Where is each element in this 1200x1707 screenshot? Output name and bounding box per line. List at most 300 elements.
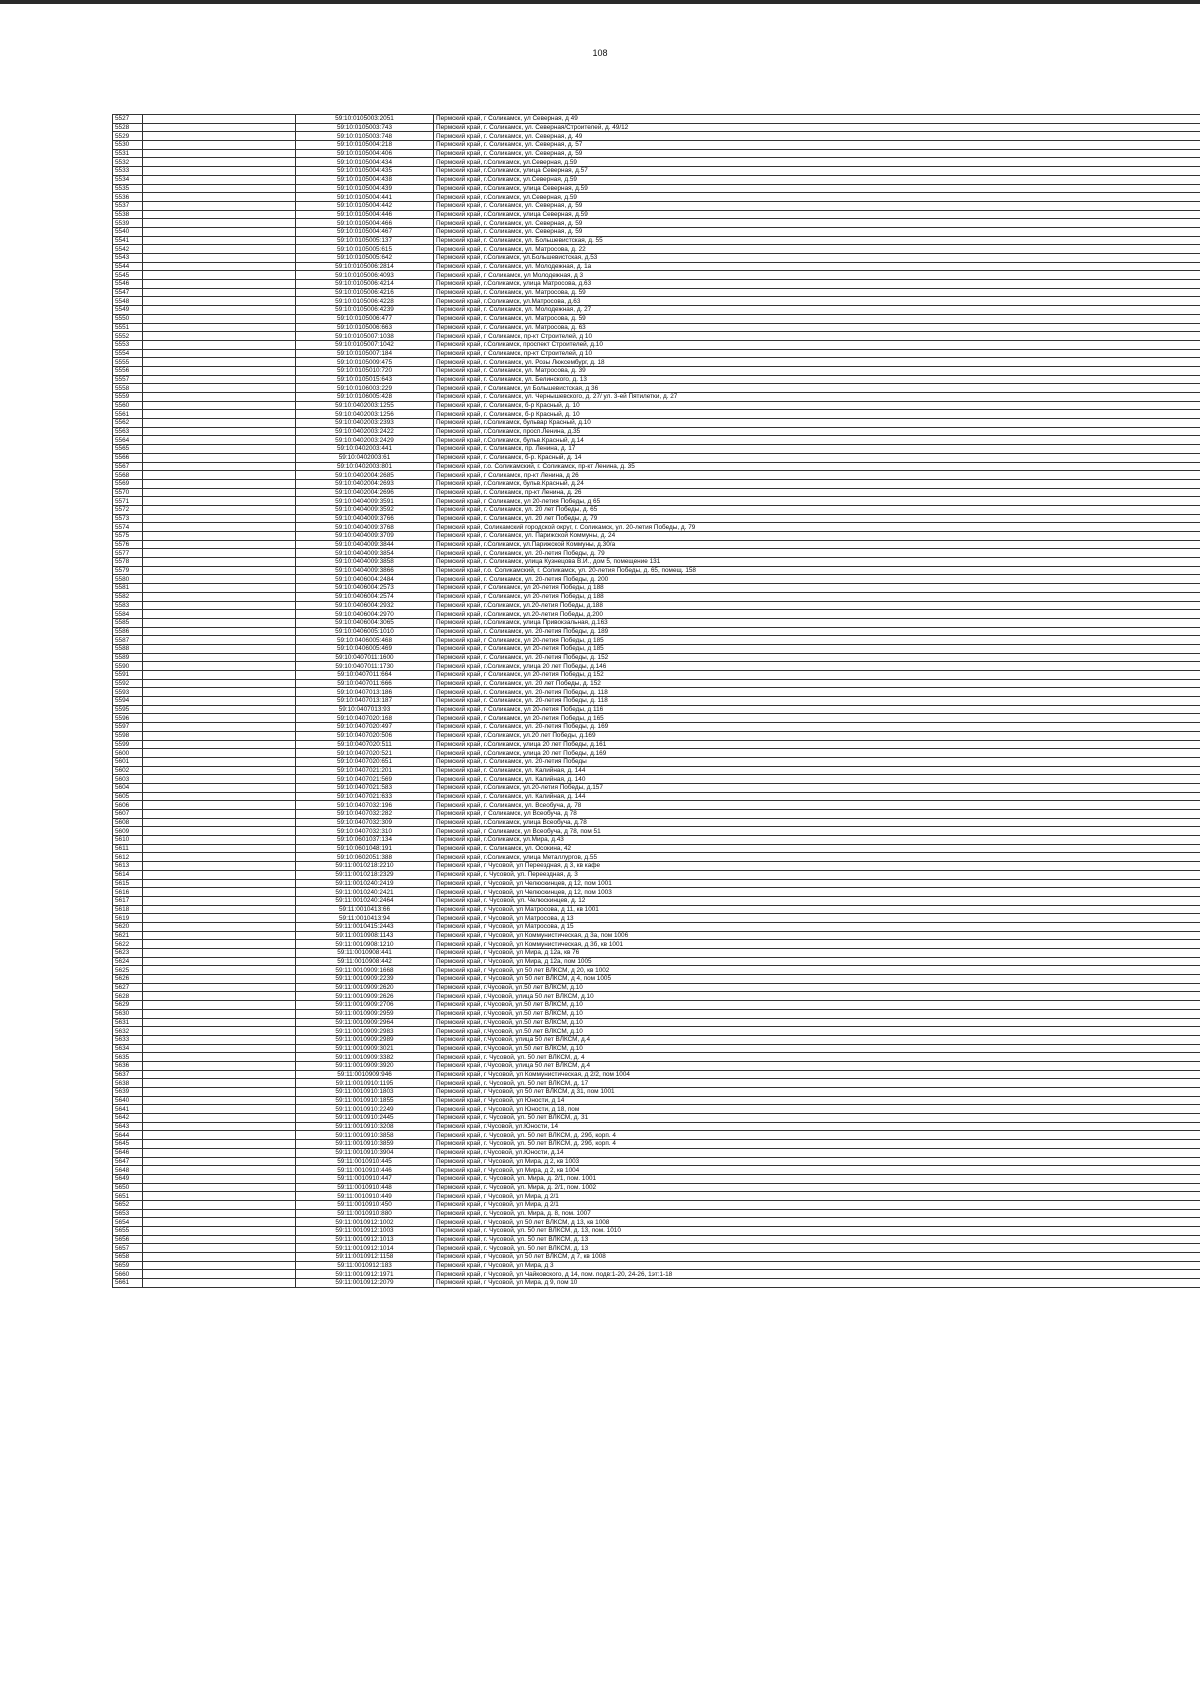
row-number-cell: 5552	[113, 332, 143, 341]
empty-cell	[143, 158, 296, 167]
row-number-cell: 5622	[113, 940, 143, 949]
empty-cell	[143, 584, 296, 593]
address-cell: Пермский край, г. Соликамск, ул. Розы Люксембург, д. 18	[434, 358, 1200, 367]
address-cell: Пермский край, г Чусовой, ул Челюскинцев, д 12, пом 1001	[434, 879, 1200, 888]
empty-cell	[143, 896, 296, 905]
empty-cell	[143, 671, 296, 680]
table-row	[113, 740, 1200, 749]
row-number-cell: 5617	[113, 896, 143, 905]
table-row	[113, 949, 1200, 958]
table-row	[113, 340, 1200, 349]
empty-cell	[143, 627, 296, 636]
row-number-cell: 5581	[113, 584, 143, 593]
table-row	[113, 957, 1200, 966]
table-row	[113, 540, 1200, 549]
cadastral-number-cell: 59:10:0105005:137	[296, 236, 434, 245]
cadastral-number-cell: 59:10:0105004:439	[296, 184, 434, 193]
row-number-cell: 5628	[113, 992, 143, 1001]
empty-cell	[143, 775, 296, 784]
table-row	[113, 558, 1200, 567]
address-cell: Пермский край, г Чусовой, ул Мира, д 12а, пом 1005	[434, 957, 1200, 966]
cadastral-number-cell: 59:11:0010912:2079	[296, 1279, 434, 1288]
row-number-cell: 5544	[113, 262, 143, 271]
table-row	[113, 922, 1200, 931]
table-row	[113, 1009, 1200, 1018]
empty-cell	[143, 1061, 296, 1070]
empty-cell	[143, 1122, 296, 1131]
table-row	[113, 1096, 1200, 1105]
row-number-cell: 5560	[113, 401, 143, 410]
row-number-cell: 5611	[113, 844, 143, 853]
empty-cell	[143, 184, 296, 193]
table-row	[113, 1157, 1200, 1166]
cadastral-number-cell: 59:11:0010910:3858	[296, 1131, 434, 1140]
cadastral-number-cell: 59:10:0402004:2696	[296, 488, 434, 497]
row-number-cell: 5635	[113, 1053, 143, 1062]
table-row	[113, 236, 1200, 245]
address-cell: Пермский край, г. Соликамск, ул. 20-летия Победы, д. 118	[434, 697, 1200, 706]
table-row	[113, 1035, 1200, 1044]
row-number-cell: 5606	[113, 801, 143, 810]
address-cell: Пермский край, г. Соликамск, ул. Парижской Коммуны, д. 24	[434, 532, 1200, 541]
row-number-cell: 5538	[113, 210, 143, 219]
row-number-cell: 5612	[113, 853, 143, 862]
table-row	[113, 1027, 1200, 1036]
address-cell: Пермский край, г.Соликамск, ул.20-летия Победы, д.188	[434, 601, 1200, 610]
address-cell: Пермский край, г Чусовой, ул Коммунистическая, д 3б, кв 1001	[434, 940, 1200, 949]
row-number-cell: 5630	[113, 1009, 143, 1018]
table-row	[113, 1166, 1200, 1175]
table-row	[113, 549, 1200, 558]
table-row	[113, 1218, 1200, 1227]
empty-cell	[143, 1140, 296, 1149]
empty-cell	[143, 558, 296, 567]
empty-cell	[143, 410, 296, 419]
empty-cell	[143, 1079, 296, 1088]
cadastral-number-cell: 59:10:0105006:4239	[296, 306, 434, 315]
empty-cell	[143, 592, 296, 601]
empty-cell	[143, 280, 296, 289]
cadastral-number-cell: 59:11:0010910:446	[296, 1166, 434, 1175]
row-number-cell: 5582	[113, 592, 143, 601]
row-number-cell: 5554	[113, 349, 143, 358]
address-cell: Пермский край, г.Соликамск, проспект Строителей, д.10	[434, 340, 1200, 349]
table-row	[113, 966, 1200, 975]
cadastral-number-cell: 59:10:0406004:2932	[296, 601, 434, 610]
table-row	[113, 671, 1200, 680]
table-row	[113, 749, 1200, 758]
cadastral-number-cell: 59:10:0106003:229	[296, 384, 434, 393]
row-number-cell: 5570	[113, 488, 143, 497]
row-number-cell: 5539	[113, 219, 143, 228]
empty-cell	[143, 523, 296, 532]
cadastral-number-cell: 59:11:0010909:3920	[296, 1061, 434, 1070]
empty-cell	[143, 514, 296, 523]
row-number-cell: 5586	[113, 627, 143, 636]
property-table-body	[113, 115, 1200, 1288]
address-cell: Пермский край, г Чусовой, ул Коммунистическая, д 3а, пом 1006	[434, 931, 1200, 940]
cadastral-number-cell: 59:11:0010908:442	[296, 957, 434, 966]
cadastral-number-cell: 59:10:0404009:3709	[296, 532, 434, 541]
empty-cell	[143, 992, 296, 1001]
empty-cell	[143, 1027, 296, 1036]
empty-cell	[143, 1183, 296, 1192]
row-number-cell: 5600	[113, 749, 143, 758]
address-cell: Пермский край, г.Соликамск, улица Северная, д.59	[434, 210, 1200, 219]
table-row	[113, 523, 1200, 532]
empty-cell	[143, 375, 296, 384]
row-number-cell: 5615	[113, 879, 143, 888]
address-cell: Пермский край, г. Соликамск, ул. Всеобуча, д. 78	[434, 801, 1200, 810]
row-number-cell: 5652	[113, 1200, 143, 1209]
cadastral-number-cell: 59:10:0105006:2814	[296, 262, 434, 271]
row-number-cell: 5657	[113, 1244, 143, 1253]
row-number-cell: 5528	[113, 123, 143, 132]
address-cell: Пермский край, г. Чусовой, ул. Мира, д. 2/1, пом. 1002	[434, 1183, 1200, 1192]
empty-cell	[143, 644, 296, 653]
row-number-cell: 5553	[113, 340, 143, 349]
address-cell: Пермский край, г. Чусовой, ул. Переездная, д. 3	[434, 870, 1200, 879]
row-number-cell: 5555	[113, 358, 143, 367]
address-cell: Пермский край, г Соликамск, ул 20-летия Победы, д 188	[434, 592, 1200, 601]
empty-cell	[143, 575, 296, 584]
row-number-cell: 5640	[113, 1096, 143, 1105]
address-cell: Пермский край, г.Чусовой, ул.50 лет ВЛКСМ, д.10	[434, 1018, 1200, 1027]
address-cell: Пермский край, г Чусовой, ул Матросова, д 11, кв 1001	[434, 905, 1200, 914]
table-row	[113, 618, 1200, 627]
cadastral-number-cell: 59:10:0407021:569	[296, 775, 434, 784]
address-cell: Пермский край, г.Соликамск, улица 20 лет Победы, д.146	[434, 662, 1200, 671]
empty-cell	[143, 271, 296, 280]
address-cell: Пермский край, г. Чусовой, ул. 50 лет ВЛКСМ, д. 29б, корп. 4	[434, 1131, 1200, 1140]
row-number-cell: 5644	[113, 1131, 143, 1140]
table-row	[113, 254, 1200, 263]
table-row	[113, 393, 1200, 402]
row-number-cell: 5660	[113, 1270, 143, 1279]
cadastral-number-cell: 59:10:0404009:3766	[296, 514, 434, 523]
address-cell: Пермский край, г. Соликамск, ул. Северная, д. 59	[434, 149, 1200, 158]
address-cell: Пермский край, г. Соликамск, ул. 20 лет Победы, д. 79	[434, 514, 1200, 523]
cadastral-number-cell: 59:11:0010910:3208	[296, 1122, 434, 1131]
row-number-cell: 5568	[113, 471, 143, 480]
cadastral-number-cell: 59:10:0105006:4216	[296, 288, 434, 297]
empty-cell	[143, 792, 296, 801]
cadastral-number-cell: 59:10:0602051:388	[296, 853, 434, 862]
row-number-cell: 5533	[113, 167, 143, 176]
cadastral-number-cell: 59:10:0407032:309	[296, 818, 434, 827]
row-number-cell: 5646	[113, 1148, 143, 1157]
address-cell: Пермский край, г Чусовой, ул 50 лет ВЛКСМ, д 4, пом 1005	[434, 975, 1200, 984]
table-row	[113, 766, 1200, 775]
row-number-cell: 5650	[113, 1183, 143, 1192]
table-row	[113, 141, 1200, 150]
cadastral-number-cell: 59:10:0404009:3591	[296, 497, 434, 506]
cadastral-number-cell: 59:11:0010218:2329	[296, 870, 434, 879]
address-cell: Пермский край, г Чусовой, ул 50 лет ВЛКСМ, д 31, пом 1001	[434, 1088, 1200, 1097]
empty-cell	[143, 601, 296, 610]
table-row	[113, 175, 1200, 184]
empty-cell	[143, 1114, 296, 1123]
cadastral-number-cell: 59:11:0010908:441	[296, 949, 434, 958]
empty-cell	[143, 306, 296, 315]
address-cell: Пермский край, г.Чусовой, улица 50 лет ВЛКСМ, д.4	[434, 1035, 1200, 1044]
empty-cell	[143, 141, 296, 150]
table-row	[113, 975, 1200, 984]
row-number-cell: 5579	[113, 566, 143, 575]
cadastral-number-cell: 59:10:0402004:2693	[296, 479, 434, 488]
address-cell: Пермский край, г Соликамск, ул Всеобуча, д 78	[434, 810, 1200, 819]
empty-cell	[143, 462, 296, 471]
address-cell: Пермский край, г. Соликамск, ул. Калийная, д. 144	[434, 792, 1200, 801]
table-row	[113, 201, 1200, 210]
empty-cell	[143, 115, 296, 124]
cadastral-number-cell: 59:11:0010912:1158	[296, 1253, 434, 1262]
address-cell: Пермский край, г. Чусовой, ул. 50 лет ВЛКСМ, д. 17	[434, 1079, 1200, 1088]
table-row	[113, 514, 1200, 523]
table-row	[113, 505, 1200, 514]
empty-cell	[143, 1035, 296, 1044]
row-number-cell: 5608	[113, 818, 143, 827]
table-row	[113, 1244, 1200, 1253]
address-cell: Пермский край, г. Соликамск, ул. Большевистская, д. 55	[434, 236, 1200, 245]
empty-cell	[143, 975, 296, 984]
table-row	[113, 731, 1200, 740]
table-row	[113, 992, 1200, 1001]
cadastral-number-cell: 59:11:0010910:2249	[296, 1105, 434, 1114]
empty-cell	[143, 210, 296, 219]
row-number-cell: 5567	[113, 462, 143, 471]
empty-cell	[143, 810, 296, 819]
address-cell: Пермский край, г Соликамск, пр-кт Строителей, д 10	[434, 332, 1200, 341]
empty-cell	[143, 697, 296, 706]
cadastral-number-cell: 59:10:0402004:2685	[296, 471, 434, 480]
empty-cell	[143, 662, 296, 671]
table-row	[113, 888, 1200, 897]
empty-cell	[143, 1070, 296, 1079]
address-cell: Пермский край, г Соликамск, ул Большевистская, д 36	[434, 384, 1200, 393]
cadastral-number-cell: 59:10:0404009:3858	[296, 558, 434, 567]
empty-cell	[143, 193, 296, 202]
empty-cell	[143, 401, 296, 410]
cadastral-number-cell: 59:10:0106005:428	[296, 393, 434, 402]
table-row	[113, 401, 1200, 410]
table-row	[113, 1235, 1200, 1244]
table-row	[113, 384, 1200, 393]
row-number-cell: 5531	[113, 149, 143, 158]
cadastral-number-cell: 59:10:0105003:743	[296, 123, 434, 132]
cadastral-number-cell: 59:10:0105009:475	[296, 358, 434, 367]
empty-cell	[143, 931, 296, 940]
address-cell: Пермский край, г. Соликамск, ул. Северная, д. 59	[434, 201, 1200, 210]
address-cell: Пермский край, г. Соликамск, ул. Северная, д. 49	[434, 132, 1200, 141]
table-row	[113, 1061, 1200, 1070]
cadastral-number-cell: 59:11:0010909:2239	[296, 975, 434, 984]
row-number-cell: 5529	[113, 132, 143, 141]
empty-cell	[143, 749, 296, 758]
table-row	[113, 149, 1200, 158]
empty-cell	[143, 827, 296, 836]
address-cell: Пермский край, г Чусовой, ул 50 лет ВЛКСМ, д 20, кв 1002	[434, 966, 1200, 975]
address-cell: Пермский край, г Чусовой, ул Юности, д 18, пом	[434, 1105, 1200, 1114]
table-row	[113, 1070, 1200, 1079]
address-cell: Пермский край, г. Чусовой, ул. Мира, д. 2/1, пом. 1001	[434, 1174, 1200, 1183]
row-number-cell: 5643	[113, 1122, 143, 1131]
empty-cell	[143, 836, 296, 845]
row-number-cell: 5573	[113, 514, 143, 523]
row-number-cell: 5653	[113, 1209, 143, 1218]
cadastral-number-cell: 59:10:0407020:521	[296, 749, 434, 758]
address-cell: Пермский край, г. Соликамск, ул. Северная, д. 59	[434, 227, 1200, 236]
cadastral-number-cell: 59:11:0010240:2464	[296, 896, 434, 905]
empty-cell	[143, 358, 296, 367]
row-number-cell: 5590	[113, 662, 143, 671]
empty-cell	[143, 1018, 296, 1027]
cadastral-number-cell: 59:10:0406005:468	[296, 636, 434, 645]
table-row	[113, 115, 1200, 124]
cadastral-number-cell: 59:11:0010910:449	[296, 1192, 434, 1201]
cadastral-number-cell: 59:10:0406004:2484	[296, 575, 434, 584]
empty-cell	[143, 1209, 296, 1218]
cadastral-number-cell: 59:11:0010912:1971	[296, 1270, 434, 1279]
address-cell: Пермский край, г.Чусовой, улица 50 лет ВЛКСМ, д.10	[434, 992, 1200, 1001]
cadastral-number-cell: 59:10:0407013:93	[296, 705, 434, 714]
cadastral-number-cell: 59:11:0010909:3021	[296, 1044, 434, 1053]
cadastral-number-cell: 59:10:0406004:2970	[296, 610, 434, 619]
row-number-cell: 5623	[113, 949, 143, 958]
address-cell: Пермский край, г Чусовой, ул Мира, д 2, кв 1003	[434, 1157, 1200, 1166]
address-cell: Пермский край, г.Чусовой, ул.50 лет ВЛКСМ, д.10	[434, 1027, 1200, 1036]
row-number-cell: 5641	[113, 1105, 143, 1114]
row-number-cell: 5637	[113, 1070, 143, 1079]
empty-cell	[143, 966, 296, 975]
address-cell: Пермский край, г.Соликамск, ул.Северная, д.59	[434, 193, 1200, 202]
table-row	[113, 366, 1200, 375]
address-cell: Пермский край, г Соликамск, ул 20-летия Победы, д 185	[434, 644, 1200, 653]
cadastral-number-cell: 59:11:0010909:2964	[296, 1018, 434, 1027]
cadastral-number-cell: 59:11:0010909:2959	[296, 1009, 434, 1018]
table-row	[113, 636, 1200, 645]
empty-cell	[143, 419, 296, 428]
address-cell: Пермский край, г.Соликамск, ул.Парижской Коммуны, д.30/а	[434, 540, 1200, 549]
cadastral-number-cell: 59:10:0404009:3768	[296, 523, 434, 532]
empty-cell	[143, 314, 296, 323]
address-cell: Пермский край, г Чусовой, ул Юности, д 14	[434, 1096, 1200, 1105]
address-cell: Пермский край, г Чусовой, ул Мира, д 3	[434, 1261, 1200, 1270]
table-row	[113, 757, 1200, 766]
row-number-cell: 5541	[113, 236, 143, 245]
cadastral-number-cell: 59:11:0010910:445	[296, 1157, 434, 1166]
cadastral-number-cell: 59:11:0010218:2210	[296, 862, 434, 871]
empty-cell	[143, 1001, 296, 1010]
cadastral-number-cell: 59:10:0105007:1042	[296, 340, 434, 349]
empty-cell	[143, 853, 296, 862]
address-cell: Пермский край, г. Чусовой, ул. 50 лет ВЛКСМ, д. 31	[434, 1114, 1200, 1123]
row-number-cell: 5543	[113, 254, 143, 263]
empty-cell	[143, 688, 296, 697]
address-cell: Пермский край, г. Соликамск, ул. 20-летия Победы, д. 79	[434, 549, 1200, 558]
address-cell: Пермский край, г. Соликамск, ул. 20-летия Победы, д. 152	[434, 653, 1200, 662]
cadastral-number-cell: 59:11:0010908:1143	[296, 931, 434, 940]
row-number-cell: 5604	[113, 783, 143, 792]
empty-cell	[143, 497, 296, 506]
cadastral-number-cell: 59:10:0406004:2573	[296, 584, 434, 593]
cadastral-number-cell: 59:10:0407013:187	[296, 697, 434, 706]
table-row	[113, 940, 1200, 949]
address-cell: Пермский край, г. Соликамск, ул. Матросова, д. 39	[434, 366, 1200, 375]
cadastral-number-cell: 59:10:0407020:497	[296, 723, 434, 732]
address-cell: Пермский край, г. Соликамск, ул. Чернышевского, д. 27/ ул. 3-ей Пятилетки, д. 27	[434, 393, 1200, 402]
empty-cell	[143, 236, 296, 245]
row-number-cell: 5585	[113, 618, 143, 627]
empty-cell	[143, 149, 296, 158]
empty-cell	[143, 1244, 296, 1253]
cadastral-number-cell: 59:10:0601048:191	[296, 844, 434, 853]
cadastral-number-cell: 59:10:0407011:1600	[296, 653, 434, 662]
cadastral-number-cell: 59:10:0407021:201	[296, 766, 434, 775]
address-cell: Пермский край, г.Соликамск, просп.Ленина, д.35	[434, 427, 1200, 436]
cadastral-number-cell: 59:10:0404009:3854	[296, 549, 434, 558]
address-cell: Пермский край, г.Соликамск, улица Матросова, д.63	[434, 280, 1200, 289]
cadastral-number-cell: 59:10:0407032:310	[296, 827, 434, 836]
empty-cell	[143, 636, 296, 645]
row-number-cell: 5559	[113, 393, 143, 402]
address-cell: Пермский край, г Соликамск, ул 20-летия Победы, д 65	[434, 497, 1200, 506]
address-cell: Пермский край, г Чусовой, ул Коммунистическая, д 2/2, пом 1004	[434, 1070, 1200, 1079]
cadastral-number-cell: 59:10:0407032:282	[296, 810, 434, 819]
cadastral-number-cell: 59:10:0105004:438	[296, 175, 434, 184]
row-number-cell: 5534	[113, 175, 143, 184]
table-row	[113, 410, 1200, 419]
address-cell: Пермский край, г.Соликамск, улица 20 лет Победы, д.169	[434, 749, 1200, 758]
empty-cell	[143, 1270, 296, 1279]
cadastral-number-cell: 59:10:0402003:441	[296, 445, 434, 454]
address-cell: Пермский край, г Чусовой, ул Матросова, д 13	[434, 914, 1200, 923]
row-number-cell: 5527	[113, 115, 143, 124]
cadastral-number-cell: 59:11:0010910:450	[296, 1200, 434, 1209]
address-cell: Пермский край, г. Соликамск, б-р Красный, д. 10	[434, 401, 1200, 410]
empty-cell	[143, 1174, 296, 1183]
row-number-cell: 5636	[113, 1061, 143, 1070]
table-row	[113, 1227, 1200, 1236]
empty-cell	[143, 453, 296, 462]
empty-cell	[143, 427, 296, 436]
row-number-cell: 5574	[113, 523, 143, 532]
row-number-cell: 5629	[113, 1001, 143, 1010]
empty-cell	[143, 714, 296, 723]
cadastral-number-cell: 59:10:0407021:633	[296, 792, 434, 801]
address-cell: Пермский край, г.Соликамск, ул.20-летия Победы, д.200	[434, 610, 1200, 619]
table-row	[113, 245, 1200, 254]
address-cell: Пермский край, г.Чусовой, ул.50 лет ВЛКСМ, д.10	[434, 1044, 1200, 1053]
address-cell: Пермский край, г.Соликамск, ул.Мира, д.43	[434, 836, 1200, 845]
table-row	[113, 419, 1200, 428]
row-number-cell: 5591	[113, 671, 143, 680]
empty-cell	[143, 1218, 296, 1227]
empty-cell	[143, 618, 296, 627]
empty-cell	[143, 123, 296, 132]
cadastral-number-cell: 59:10:0407011:664	[296, 671, 434, 680]
cadastral-number-cell: 59:10:0105004:442	[296, 201, 434, 210]
cadastral-number-cell: 59:10:0105006:4228	[296, 297, 434, 306]
property-register	[112, 114, 1200, 1288]
table-row	[113, 575, 1200, 584]
address-cell: Пермский край, г.Соликамск, улица 20 лет Победы, д.161	[434, 740, 1200, 749]
cadastral-number-cell: 59:11:0010908:1210	[296, 940, 434, 949]
empty-cell	[143, 1148, 296, 1157]
empty-cell	[143, 766, 296, 775]
table-row	[113, 827, 1200, 836]
table-row	[113, 462, 1200, 471]
